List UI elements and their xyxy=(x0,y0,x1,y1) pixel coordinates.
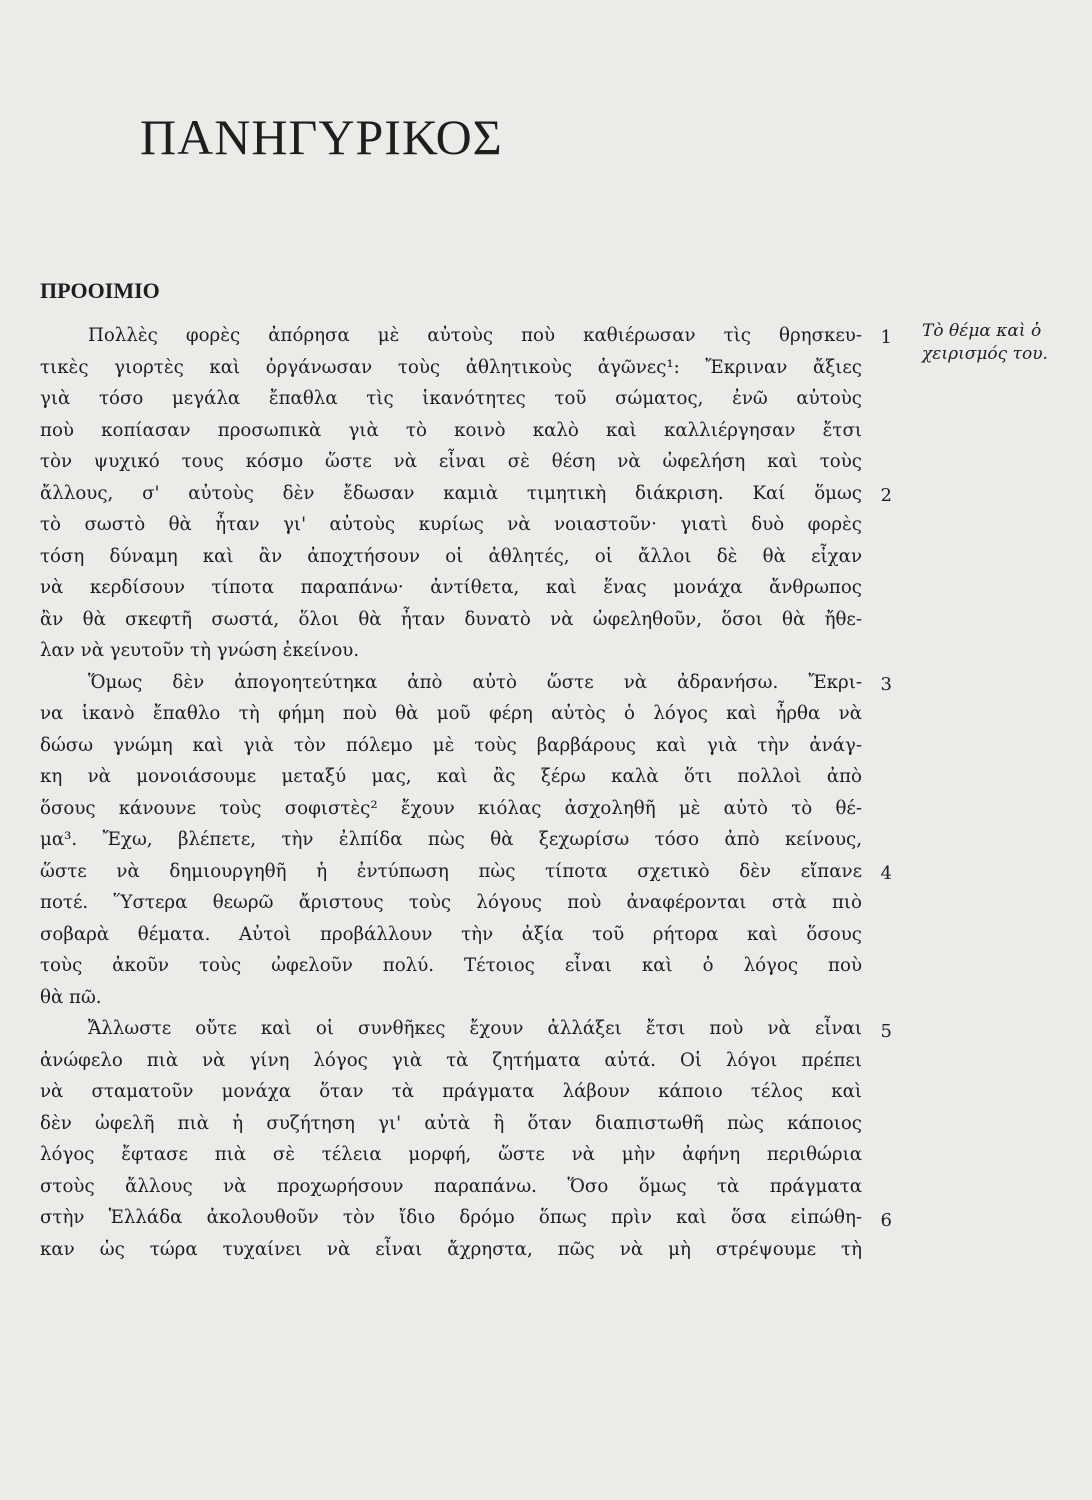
page-title: ΠΑΝΗΓΥΡΙΚΟΣ xyxy=(140,109,503,165)
text-line: καν ὡς τώρα τυχαίνει νὰ εἶναι ἄχρηστα, πῶς νὰ μὴ στρέψουμε τὴ xyxy=(40,1238,862,1260)
text-line: στὴν Ἑλλάδα ἀκολουθοῦν τὸν ἴδιο δρόμο ὅπως πρὶν καὶ ὅσα εἰπώθη- xyxy=(40,1207,862,1228)
text-line: στοὺς ἄλλους νὰ προχωρήσουν παραπάνω. Ὅσο ὅμως τὰ πράγματα xyxy=(40,1175,862,1197)
text-line: ποτέ. Ὕστερα θεωρῶ ἄριστους τοὺς λόγους ποὺ ἀναφέρονται στὰ πιὸ xyxy=(40,892,862,913)
text-line: τικὲς γιορτὲς καὶ ὀργάνωσαν τοὺς ἀθλητικοὺς ἀγῶνες¹: Ἔκριναν ἄξιες xyxy=(40,356,862,378)
text-line: ἄλλους, σ' αὐτοὺς δὲν ἔδωσαν καμιὰ τιμητικὴ διάκριση. Καί ὅμως xyxy=(40,482,862,504)
text-line: νὰ κερδίσουν τίποτα παραπάνω· ἀντίθετα, καὶ ἕνας μονάχα ἄνθρωπος xyxy=(40,577,862,598)
text-line: ἂν θὰ σκεφτῆ σωστά, ὅλοι θὰ ἦταν δυνατὸ νὰ ὠφεληθοῦν, ὅσοι θὰ ἤθε- xyxy=(40,608,862,630)
body-text xyxy=(40,320,862,1265)
section-heading: ΠΡΟΟΙΜΙΟ xyxy=(40,278,160,303)
text-line: ὅσους κάνουνε τοὺς σοφιστὲς² ἔχουν κιόλας ἀσχοληθῆ μὲ αὐτὸ τὸ θέ- xyxy=(40,797,862,819)
text-line: ἀνώφελο πιὰ νὰ γίνη λόγος γιὰ τὰ ζητήματα αὐτά. Οἱ λόγοι πρέπει xyxy=(40,1049,862,1071)
text-line: ὥστε νὰ δημιουργηθῆ ἡ ἐντύπωση πὼς τίποτα σχετικὸ δὲν εἴπανε xyxy=(40,860,862,882)
text-line: Ὅμως δὲν ἀπογοητεύτηκα ἀπὸ αὐτὸ ὥστε νὰ ἀδρανήσω. Ἔκρι- xyxy=(88,671,862,693)
paragraph-number: 4 xyxy=(880,863,892,884)
text-line: τὸν ψυχικό τους κόσμο ὥστε νὰ εἶναι σὲ θέση νὰ ὠφελήση καὶ τοὺς xyxy=(40,451,862,472)
text-line: σοβαρὰ θέματα. Αὐτοὶ προβάλλουν τὴν ἀξία τοῦ ρήτορα καὶ ὅσους xyxy=(40,923,862,945)
text-line: τόση δύναμη καὶ ἂν ἀποχτήσουν οἱ ἀθλητές, οἱ ἄλλοι δὲ θὰ εἶχαν xyxy=(40,545,862,567)
text-line: να ἱκανὸ ἔπαθλο τὴ φήμη ποὺ θὰ μοῦ φέρη αὐτὸς ὁ λόγος καὶ ἦρθα νὰ xyxy=(40,703,862,724)
text-line: τὸ σωστὸ θὰ ἦταν γι' αὐτοὺς κυρίως νὰ νοιαστοῦν· γιατὶ δυὸ φορὲς xyxy=(40,514,862,535)
text-line: ποὺ κοπίασαν προσωπικὰ γιὰ τὸ κοινὸ καλὸ καὶ καλλιέργησαν ἔτσι xyxy=(40,419,862,441)
text-line: Πολλὲς φορὲς ἀπόρησα μὲ αὐτοὺς ποὺ καθιέρωσαν τὶς θρησκευ- xyxy=(88,325,862,346)
paragraph-number: 5 xyxy=(880,1021,892,1042)
text-line: Ἄλλωστε οὔτε καὶ οἱ συνθῆκες ἔχουν ἀλλάξει ἔτσι ποὺ νὰ εἶναι xyxy=(88,1018,862,1039)
margin-note-line: χειρισμός του. xyxy=(922,344,1048,364)
paragraph-number: 2 xyxy=(880,485,892,506)
text-line: τοὺς ἀκοῦν τοὺς ὠφελοῦν πολύ. Τέτοιος εἶναι καὶ ὁ λόγος ποὺ xyxy=(40,955,862,976)
paragraph-number: 1 xyxy=(880,327,892,348)
margin-note xyxy=(922,320,1082,366)
text-line: μα³. Ἔχω, βλέπετε, τὴν ἐλπίδα πὼς θὰ ξεχωρίσω τόσο ἀπὸ κείνους, xyxy=(40,829,862,850)
text-line: δὲν ὠφελῆ πιὰ ἡ συζήτηση γι' αὐτὰ ἢ ὅταν διαπιστωθῆ πὼς κάποιος xyxy=(40,1112,862,1134)
text-line: γιὰ τόσο μεγάλα ἔπαθλα τὶς ἱκανότητες τοῦ σώματος, ἐνῶ αὐτοὺς xyxy=(40,388,862,409)
paragraph-number: 6 xyxy=(880,1210,892,1231)
paragraph-number: 3 xyxy=(880,674,892,695)
text-line: λόγος ἔφτασε πιὰ σὲ τέλεια μορφή, ὥστε νὰ μὴν ἀφήνη περιθώρια xyxy=(40,1144,862,1165)
text-line: κη νὰ μονοιάσουμε μεταξύ μας, καὶ ἂς ξέρω καλὰ ὅτι πολλοὶ ἀπὸ xyxy=(40,766,862,787)
text-line: λαν νὰ γευτοῦν τὴ γνώση ἐκείνου. xyxy=(40,640,360,661)
text-line: δώσω γνώμη καὶ γιὰ τὸν πόλεμο μὲ τοὺς βαρβάρους καὶ γιὰ τὴν ἀνάγ- xyxy=(40,734,862,756)
text-line: θὰ πῶ. xyxy=(40,986,102,1008)
margin-note-line: Τὸ θέμα καὶ ὁ xyxy=(922,321,1042,341)
text-line: νὰ σταματοῦν μονάχα ὅταν τὰ πράγματα λάβουν κάποιο τέλος καὶ xyxy=(40,1081,862,1102)
